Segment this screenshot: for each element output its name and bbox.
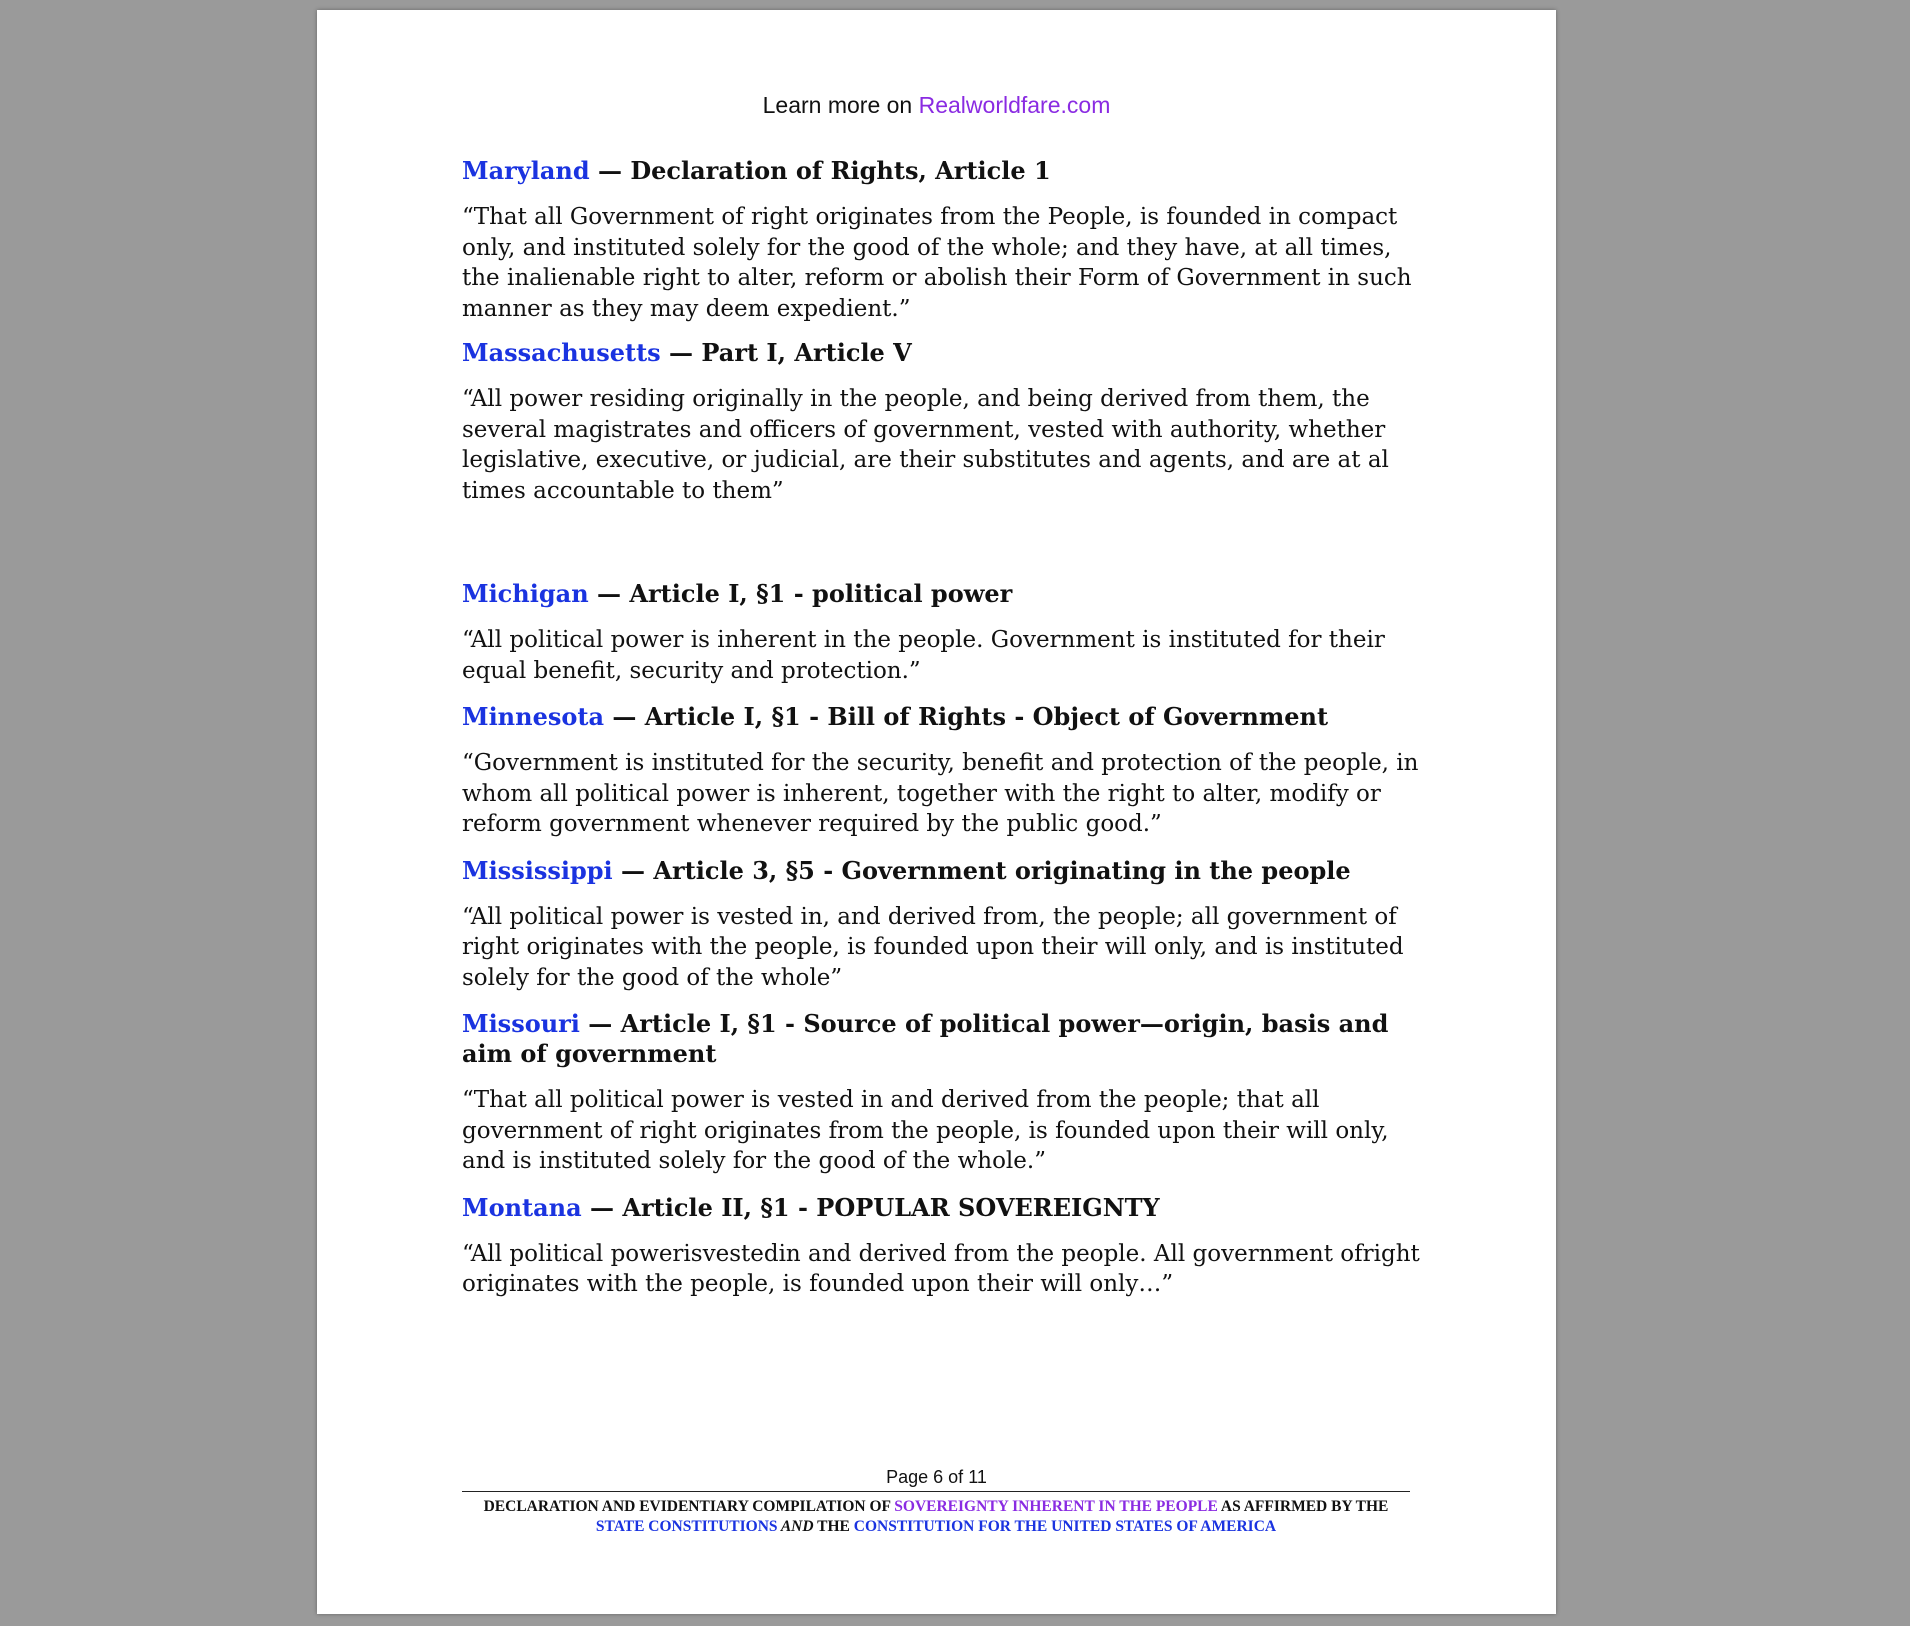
- footer-the: THE: [813, 1518, 854, 1535]
- realworldfare-link[interactable]: Realworldfare.com: [918, 92, 1111, 118]
- footer-sovereignty-phrase: SOVEREIGNTY INHERENT IN THE PEOPLE: [894, 1498, 1218, 1515]
- footer-line1-c: AS AFFIRMED BY THE: [1217, 1498, 1389, 1515]
- entry-heading-michigan: [462, 579, 1422, 609]
- state-name-minnesota[interactable]: Minnesota: [462, 702, 605, 731]
- state-name-montana[interactable]: Montana: [462, 1192, 582, 1222]
- footer-state-constitutions: STATE CONSTITUTIONS: [595, 1518, 778, 1535]
- entry-heading-mississippi: [462, 856, 1422, 886]
- entry-title: — Part I, Article V: [660, 338, 912, 367]
- entry-quote-massachusetts: “All power residing originally in the people, and being derived from them, the several magistrates and officers of government, vested with authority, whether legislative, executive, or judicial, are their substitutes and agents, and are at al times accountable to them”: [462, 386, 1389, 504]
- entry-quote-michigan: “All political power is inherent in the people. Government is instituted for their equal benefit, security and protection.”: [462, 627, 1385, 684]
- state-name-maryland[interactable]: Maryland: [462, 156, 590, 185]
- footer-divider: [462, 1491, 1410, 1492]
- page-number: Page 6 of 11: [886, 1467, 987, 1487]
- entry-title: — Article II, §1 - POPULAR SOVEREIGNTY: [581, 1192, 1160, 1222]
- entry-title: — Article I, §1 - Bill of Rights - Object of Government: [604, 702, 1329, 731]
- footer-us-constitution: CONSTITUTION FOR THE UNITED STATES OF AMERICA: [853, 1518, 1277, 1535]
- footer-caption: [462, 1497, 1410, 1537]
- entry-quote-montana: “All political powerisvestedin and derived from the people. All government ofright originates with the people, is founded upon their will only…”: [462, 1240, 1420, 1297]
- state-name-mississippi[interactable]: Mississippi: [462, 855, 613, 885]
- state-name-massachusetts[interactable]: Massachusetts: [462, 338, 661, 367]
- entry-heading-maryland: [462, 156, 1422, 186]
- footer-line1-a: DECLARATION AND EVIDENTIARY COMPILATION OF: [483, 1498, 895, 1515]
- entry-title: — Article 3, §5 - Government originating in the people: [612, 855, 1351, 885]
- entry-quote-maryland: “That all Government of right originates from the People, is founded in compact only, and instituted solely for the good of the whole; and they have, at all times, the inalienable right to alter, reform or abolish their Form of Government in such manner as they may deem expedient.”: [462, 204, 1412, 322]
- entry-heading-montana: [462, 1193, 1422, 1223]
- document-page: [317, 10, 1556, 1614]
- entry-quote-mississippi: “All political power is vested in, and derived from, the people; all government of right originates with the people, is founded upon their will only, and is instituted solely for the good of the whole”: [462, 903, 1404, 991]
- entry-heading-missouri: [462, 1009, 1422, 1069]
- learn-more-prefix: Learn more on: [762, 92, 919, 118]
- learn-more-line: [317, 92, 1556, 119]
- entry-title: — Article I, §1 - political power: [588, 579, 1013, 608]
- footer-and: AND: [777, 1518, 814, 1535]
- state-name-missouri[interactable]: Missouri: [462, 1009, 580, 1038]
- entry-quote-missouri: “That all political power is vested in and derived from the people; that all government of right originates from the people, is founded upon their will only, and is instituted solely for the good of the whole.”: [462, 1087, 1389, 1174]
- state-name-michigan[interactable]: Michigan: [462, 579, 589, 608]
- entry-quote-minnesota: “Government is instituted for the security, benefit and protection of the people, in whom all political power is inherent, together with the right to alter, modify or reform government whenever required by the public good.”: [462, 750, 1419, 837]
- content-body: [462, 156, 1422, 1300]
- entry-title: — Declaration of Rights, Article 1: [589, 156, 1051, 185]
- entry-title: — Article I, §1 - Source of political power—origin, basis and aim of government: [462, 1009, 1389, 1068]
- entry-heading-minnesota: [462, 702, 1422, 732]
- entry-heading-massachusetts: [462, 338, 1422, 368]
